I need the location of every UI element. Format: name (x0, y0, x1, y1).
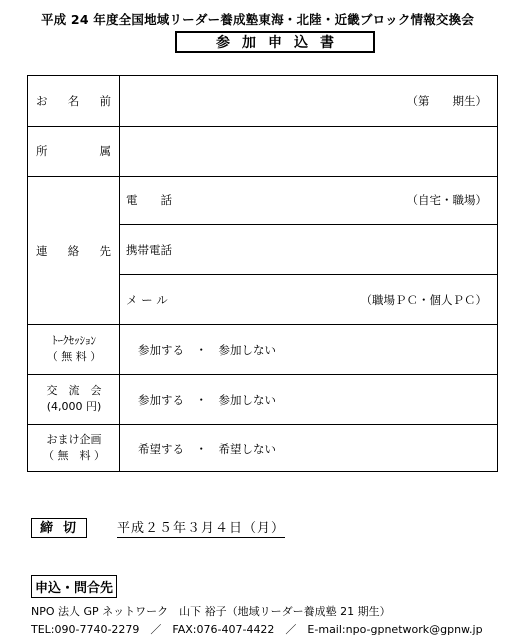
exchange-label-cell (28, 374, 120, 424)
bonus-label: おまけ企画 (46, 433, 102, 446)
name-generation-hint: （第 期生） (406, 94, 487, 108)
talk-session-fee: （ 無 料 ） (46, 350, 102, 363)
mobile-label: 携帯電話 (126, 243, 172, 257)
event-title: 平成 24 年度全国地域リーダー養成塾東海・北陸・近畿ブロック情報交換会 (40, 12, 475, 27)
talk-session-label: ﾄｰｸｾｯｼｮﾝ (52, 334, 96, 347)
email-hint: （職場ＰＣ・個人ＰＣ） (360, 293, 487, 307)
talk-session-label-cell (28, 324, 120, 374)
phone-hint: （自宅・職場） (406, 193, 487, 207)
deadline-date: 平成２５年３月４日（月） (117, 517, 285, 538)
phone-label: 電 話 (126, 193, 172, 207)
contact-organization: NPO 法人 GP ネットワーク 山下 裕子（地域リーダー養成塾 21 期生） (31, 605, 391, 618)
contact-title: 申込・問合先 (31, 575, 117, 598)
exchange-options[interactable]: 参加する ・ 参加しない (138, 393, 276, 407)
form-title: 参加申込書 (175, 31, 375, 53)
bonus-label-cell (28, 424, 120, 471)
contact-details: TEL:090-7740-2279 ／ FAX:076-407-4422 ／ E-mail:npo-gpnetwork@gpnw.jp (31, 623, 483, 636)
bonus-fee: （ 無 料 ） (43, 449, 105, 462)
contact-label-cell (28, 176, 120, 324)
affiliation-label-cell (28, 126, 120, 176)
bonus-options[interactable]: 希望する ・ 希望しない (138, 442, 276, 456)
name-label-cell (28, 76, 120, 126)
sub-row-divider (120, 224, 497, 225)
affiliation-label: 所 属 (36, 144, 111, 158)
contact-label: 連 絡 先 (36, 244, 111, 258)
email-label: メ ー ル (126, 293, 168, 307)
application-form (27, 75, 498, 472)
exchange-label: 交 流 会 (46, 384, 102, 397)
talk-session-options[interactable]: 参加する ・ 参加しない (138, 343, 276, 357)
sub-row-divider (120, 274, 497, 275)
name-label: お 名 前 (36, 94, 111, 108)
deadline-label: 締切 (31, 518, 87, 538)
deadline-section (31, 517, 285, 538)
exchange-fee: (4,000 円) (46, 400, 102, 413)
